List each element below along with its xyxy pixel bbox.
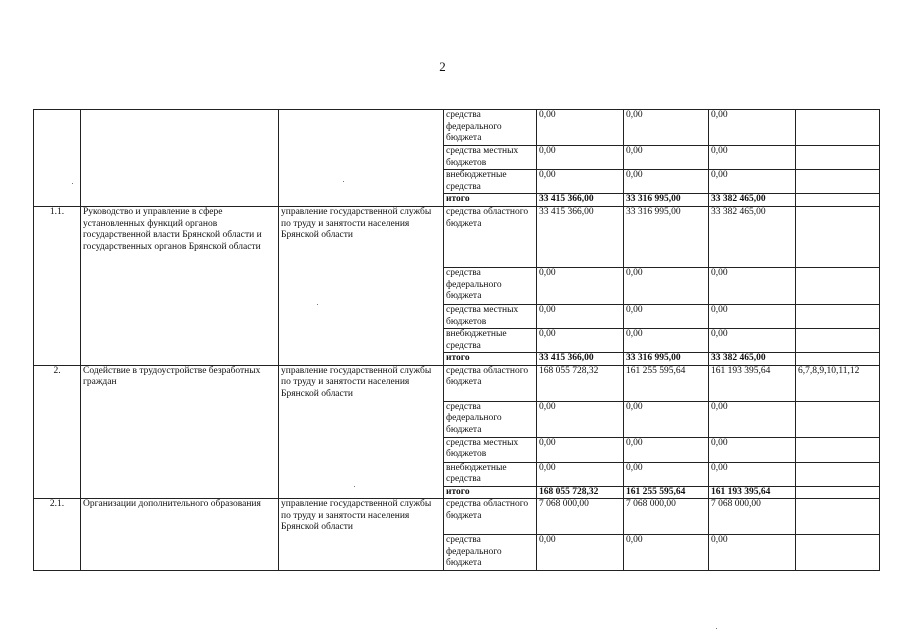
amount-year-2: 7 068 000,00 <box>624 499 709 535</box>
amount-year-2: 0,00 <box>624 462 709 486</box>
responsible-executor <box>279 110 444 207</box>
funding-source: внебюджетные средства <box>444 329 537 353</box>
indicator-numbers <box>796 329 880 353</box>
amount-year-3: 7 068 000,00 <box>709 499 796 535</box>
amount-year-1: 0,00 <box>537 146 624 170</box>
amount-year-1: 0,00 <box>537 170 624 194</box>
table-row <box>34 499 880 535</box>
indicator-numbers <box>796 194 880 207</box>
funding-source: внебюджетные средства <box>444 170 537 194</box>
amount-year-1: 168 055 728,32 <box>537 365 624 401</box>
indicator-numbers <box>796 146 880 170</box>
funding-source: средства местных бюджетов <box>444 437 537 462</box>
amount-year-3: 33 382 465,00 <box>709 353 796 366</box>
amount-year-2: 0,00 <box>624 146 709 170</box>
funding-source: средства федерального бюджета <box>444 268 537 305</box>
table-row <box>34 110 880 146</box>
amount-year-2: 33 316 995,00 <box>624 353 709 366</box>
funding-source: средства областного бюджета <box>444 499 537 535</box>
amount-year-2: 33 316 995,00 <box>624 207 709 268</box>
amount-year-2: 0,00 <box>624 268 709 305</box>
activity-name <box>81 110 279 207</box>
indicator-numbers <box>796 486 880 499</box>
indicator-numbers <box>796 437 880 462</box>
amount-year-3: 0,00 <box>709 146 796 170</box>
funding-source: внебюджетные средства <box>444 462 537 486</box>
funding-source: итого <box>444 353 537 366</box>
row-number <box>34 110 81 207</box>
amount-year-1: 33 415 366,00 <box>537 207 624 268</box>
activity-name: Содействие в трудоустройстве безработных граждан <box>81 365 279 499</box>
amount-year-1: 0,00 <box>537 329 624 353</box>
indicator-numbers: 6,7,8,9,10,11,12 <box>796 365 880 401</box>
amount-year-3: 0,00 <box>709 535 796 571</box>
funding-source: средства федерального бюджета <box>444 110 537 146</box>
amount-year-3: 33 382 465,00 <box>709 207 796 268</box>
funding-source: средства местных бюджетов <box>444 146 537 170</box>
row-number: 2. <box>34 365 81 499</box>
table-row <box>34 365 880 401</box>
amount-year-1: 0,00 <box>537 535 624 571</box>
funding-source: средства федерального бюджета <box>444 535 537 571</box>
amount-year-3: 0,00 <box>709 268 796 305</box>
page-number: 2 <box>439 59 446 74</box>
amount-year-1: 0,00 <box>537 305 624 329</box>
responsible-executor: управление государственной службы по труду и занятости населения Брянской области <box>279 499 444 571</box>
amount-year-3: 33 382 465,00 <box>709 194 796 207</box>
amount-year-2: 0,00 <box>624 305 709 329</box>
amount-year-3: 0,00 <box>709 437 796 462</box>
indicator-numbers <box>796 268 880 305</box>
amount-year-1: 0,00 <box>537 268 624 305</box>
indicator-numbers <box>796 305 880 329</box>
amount-year-2: 161 255 595,64 <box>624 486 709 499</box>
indicator-numbers <box>796 353 880 366</box>
amount-year-1: 33 415 366,00 <box>537 194 624 207</box>
amount-year-3: 0,00 <box>709 305 796 329</box>
row-number: 2.1. <box>34 499 81 571</box>
budget-table <box>33 109 880 571</box>
funding-source: средства областного бюджета <box>444 365 537 401</box>
responsible-executor: управление государственной службы по труду и занятости населения Брянской области <box>279 207 444 366</box>
amount-year-3: 161 193 395,64 <box>709 486 796 499</box>
amount-year-1: 0,00 <box>537 462 624 486</box>
activity-name: Организации дополнительного образования <box>81 499 279 571</box>
amount-year-2: 0,00 <box>624 110 709 146</box>
amount-year-2: 0,00 <box>624 170 709 194</box>
indicator-numbers <box>796 535 880 571</box>
amount-year-2: 0,00 <box>624 437 709 462</box>
amount-year-2: 0,00 <box>624 535 709 571</box>
funding-source: средства федерального бюджета <box>444 401 537 437</box>
amount-year-2: 0,00 <box>624 329 709 353</box>
amount-year-1: 0,00 <box>537 437 624 462</box>
funding-source: средства областного бюджета <box>444 207 537 268</box>
funding-source: итого <box>444 486 537 499</box>
amount-year-3: 161 193 395,64 <box>709 365 796 401</box>
indicator-numbers <box>796 170 880 194</box>
amount-year-3: 0,00 <box>709 462 796 486</box>
indicator-numbers <box>796 110 880 146</box>
amount-year-3: 0,00 <box>709 170 796 194</box>
amount-year-2: 161 255 595,64 <box>624 365 709 401</box>
indicator-numbers <box>796 499 880 535</box>
amount-year-1: 7 068 000,00 <box>537 499 624 535</box>
amount-year-1: 0,00 <box>537 110 624 146</box>
amount-year-1: 33 415 366,00 <box>537 353 624 366</box>
row-number: 1.1. <box>34 207 81 366</box>
amount-year-3: 0,00 <box>709 401 796 437</box>
amount-year-2: 0,00 <box>624 401 709 437</box>
amount-year-1: 168 055 728,32 <box>537 486 624 499</box>
funding-source: средства местных бюджетов <box>444 305 537 329</box>
amount-year-3: 0,00 <box>709 329 796 353</box>
amount-year-3: 0,00 <box>709 110 796 146</box>
indicator-numbers <box>796 207 880 268</box>
indicator-numbers <box>796 401 880 437</box>
amount-year-1: 0,00 <box>537 401 624 437</box>
table-row <box>34 207 880 268</box>
activity-name: Руководство и управление в сфере установленных функций органов государственной власти Брянской области и государственных органов Брянской области <box>81 207 279 366</box>
indicator-numbers <box>796 462 880 486</box>
amount-year-2: 33 316 995,00 <box>624 194 709 207</box>
funding-source: итого <box>444 194 537 207</box>
responsible-executor: управление государственной службы по труду и занятости населения Брянской области <box>279 365 444 499</box>
